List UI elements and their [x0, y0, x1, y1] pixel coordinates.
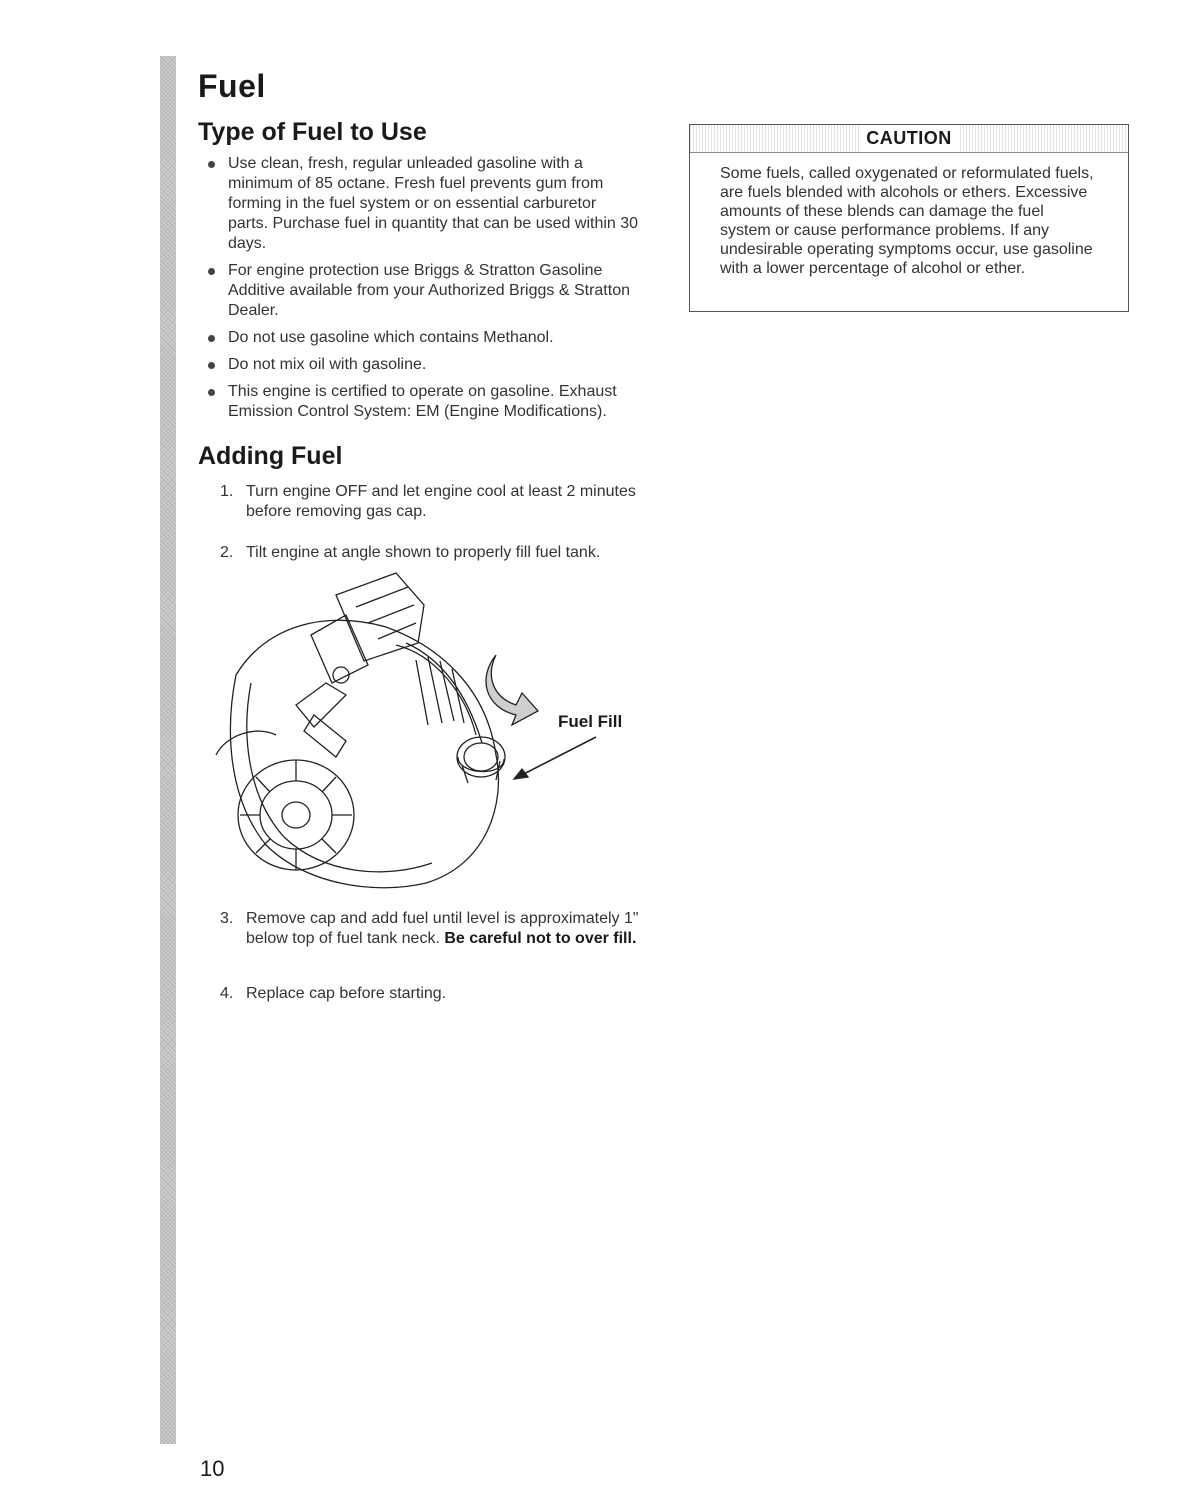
list-item: For engine protection use Briggs & Stratton Gasoline Additive available from your Authorized Briggs & Stratton Dealer.	[200, 261, 640, 321]
bullet-icon	[208, 362, 215, 369]
step-warning: Be careful not to over fill.	[444, 930, 637, 947]
caution-text: Some fuels, called oxygenated or reformulated fuels, are fuels blended with alcohols or ethers. Excessive amounts of these blends can damage the fuel system or cause performance problems. If any undesirable operating symptoms occur, use gasoline with a lower percentage of alcohol or ether.	[720, 165, 1094, 277]
list-item: Do not use gasoline which contains Methanol.	[200, 328, 640, 348]
engine-illustration-icon	[196, 565, 616, 900]
adding-fuel-heading: Adding Fuel	[198, 442, 343, 470]
step-number: 1.	[220, 483, 234, 500]
list-item: This engine is certified to operate on gasoline. Exhaust Emission Control System: EM (Engine Modifications).	[200, 382, 640, 422]
bullet-icon	[208, 389, 215, 396]
step-2	[220, 543, 650, 563]
list-item: Do not mix oil with gasoline.	[200, 355, 640, 375]
bullet-icon	[208, 335, 215, 342]
caution-header	[690, 125, 1128, 153]
fuel-type-list	[200, 154, 640, 429]
step-text: Replace cap before starting.	[246, 985, 447, 1002]
type-of-fuel-heading: Type of Fuel to Use	[198, 118, 427, 146]
step-number: 2.	[220, 544, 234, 561]
list-item: Use clean, fresh, regular unleaded gasoline with a minimum of 85 octane. Fresh fuel prevents gum from forming in the fuel system or on essential carburetor parts. Purchase fuel in quantity that can be used within 30 days.	[200, 154, 640, 254]
page-number: 10	[200, 1456, 225, 1481]
fuel-fill-label: Fuel Fill	[558, 712, 623, 731]
bullet-icon	[208, 161, 215, 168]
side-tab-bar	[160, 56, 176, 1444]
step-1	[220, 482, 650, 522]
step-3	[220, 909, 650, 949]
step-number: 4.	[220, 985, 234, 1002]
step-text: Tilt engine at angle shown to properly fill fuel tank.	[246, 544, 601, 561]
page-title: Fuel	[198, 68, 266, 104]
caution-heading: CAUTION	[860, 125, 958, 152]
step-text: Remove cap and add fuel until level is approximately 1" below top of fuel tank neck. Be careful not to over fill.	[246, 910, 639, 947]
step-4	[220, 984, 650, 1004]
engine-figure	[196, 565, 616, 900]
caution-box	[689, 124, 1129, 312]
step-text: Turn engine OFF and let engine cool at least 2 minutes before removing gas cap.	[246, 483, 636, 520]
bullet-icon	[208, 268, 215, 275]
step-number: 3.	[220, 910, 234, 927]
